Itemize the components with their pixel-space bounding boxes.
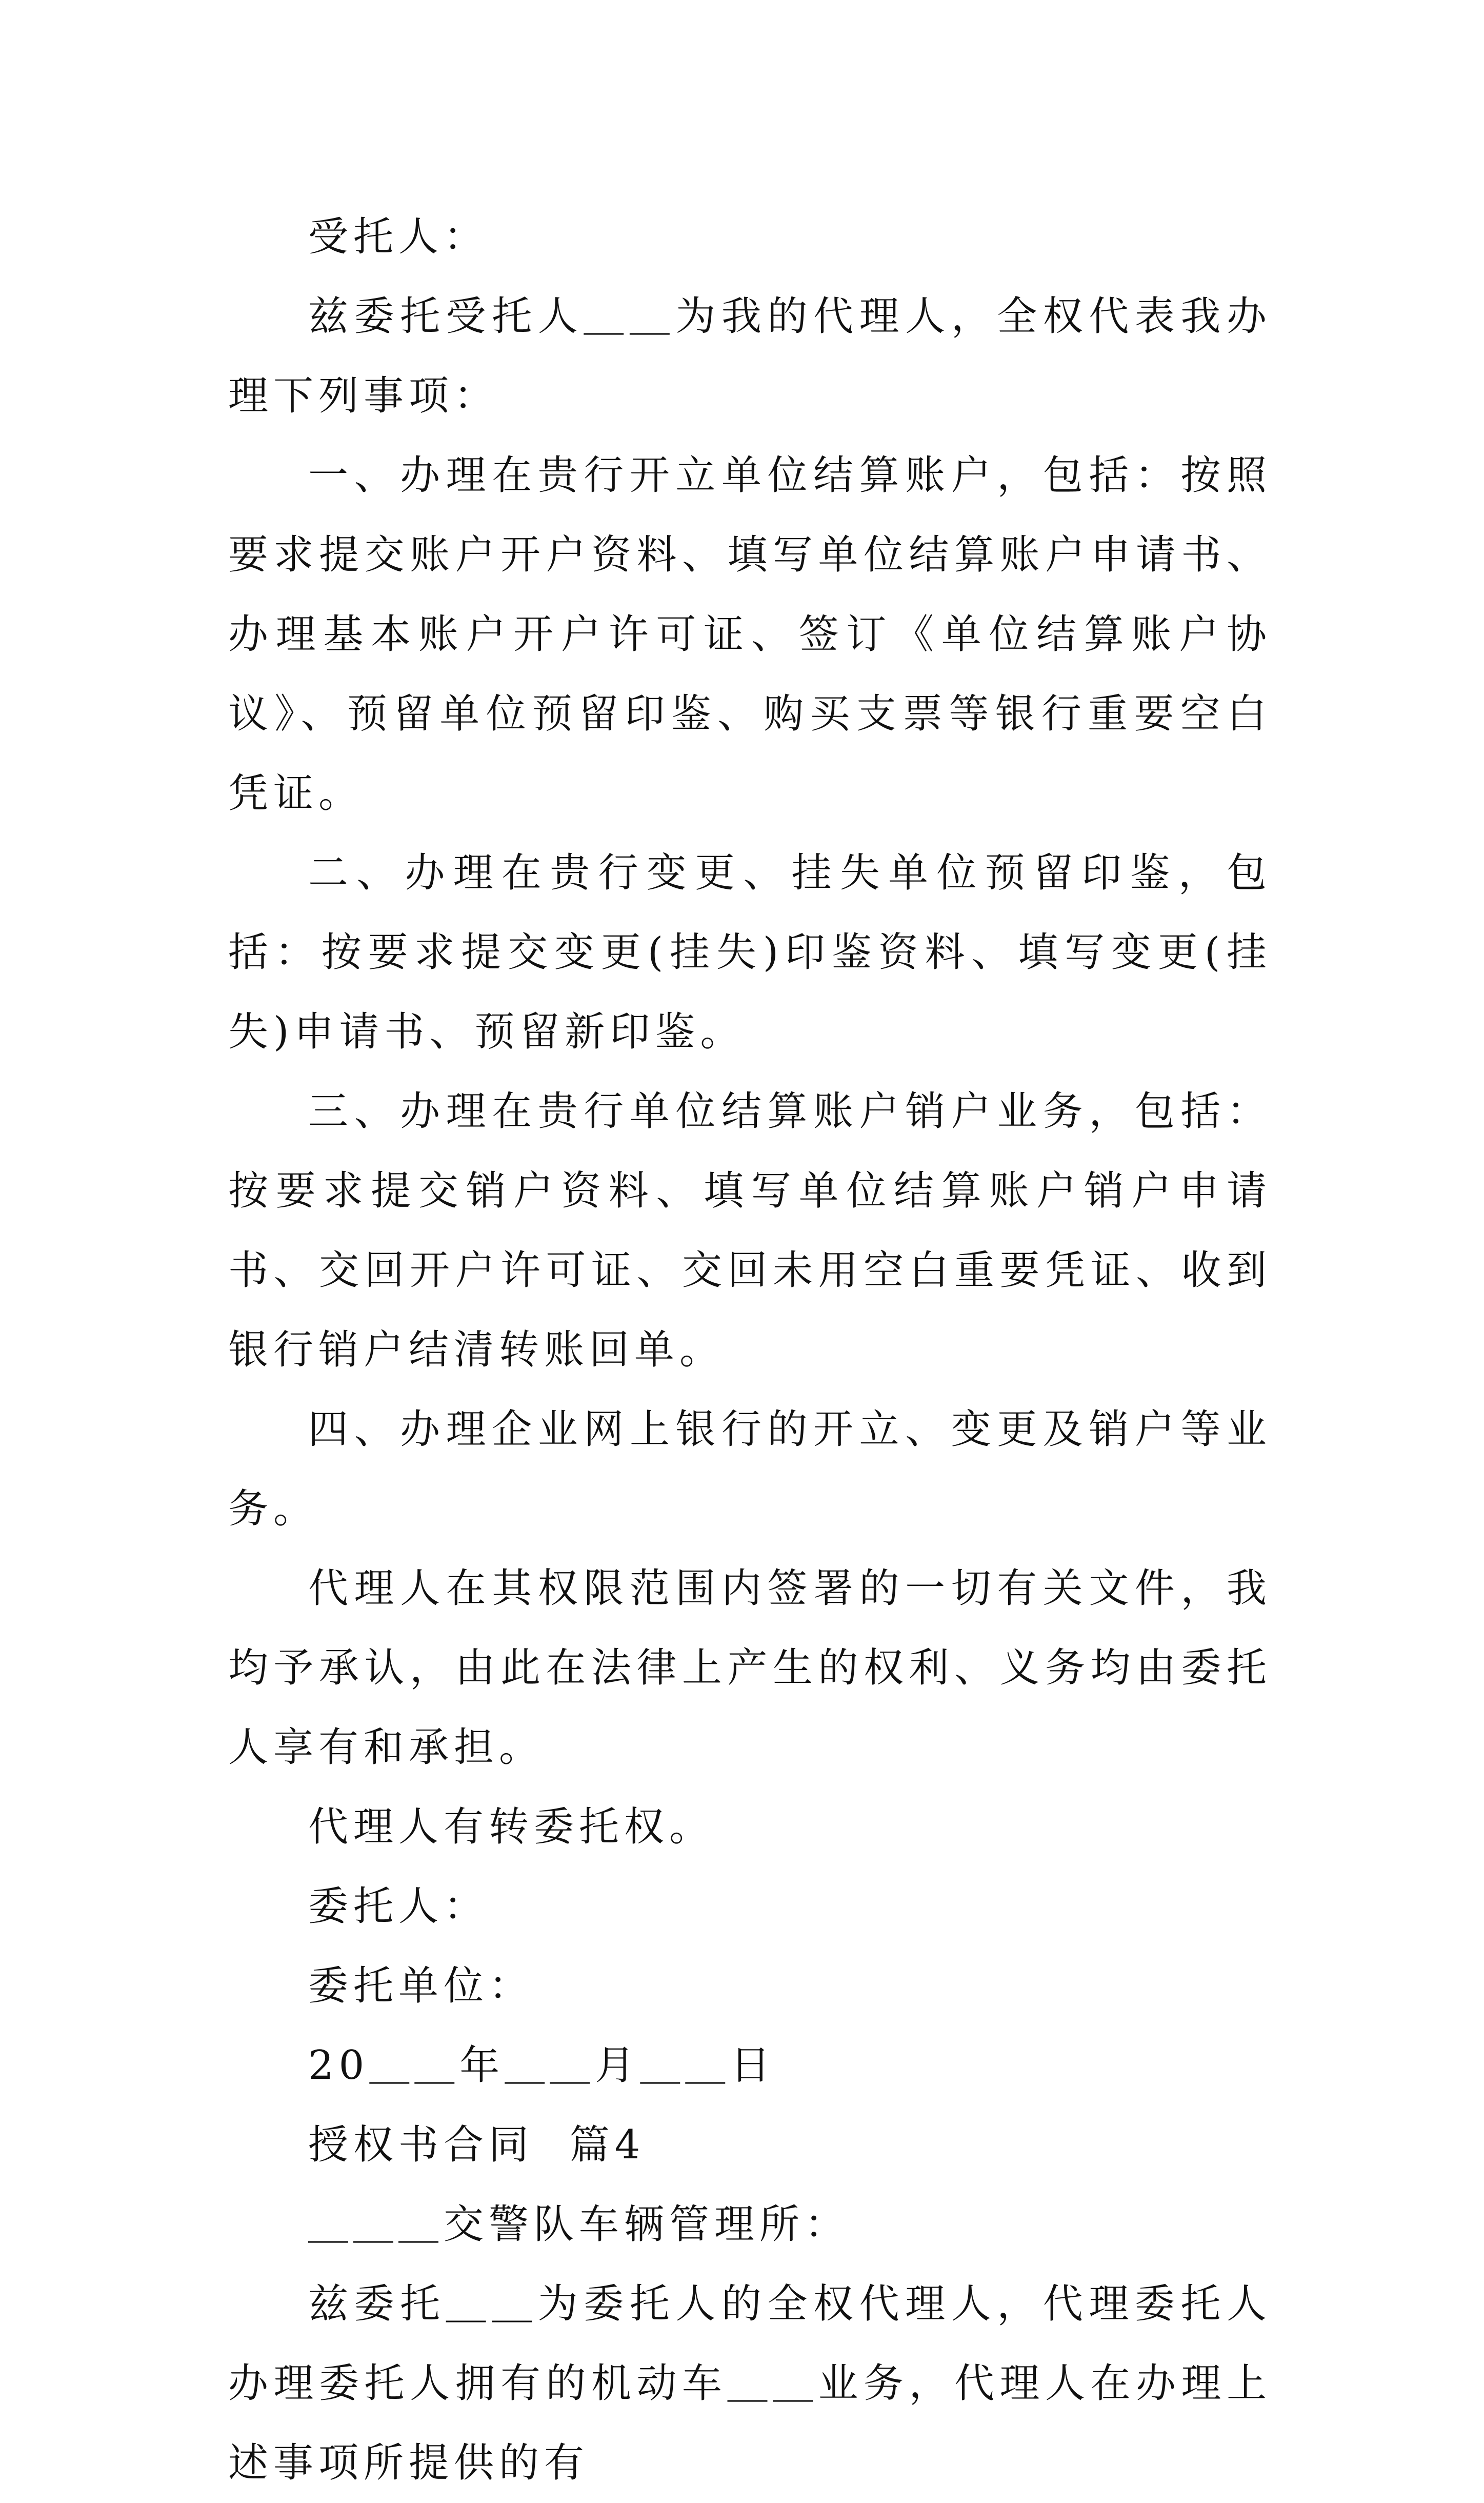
paragraph-sub-delegation: 代理人有转委托权。 — [308, 1804, 715, 1850]
paragraph-date-line: 20＿＿年＿＿月＿＿日 — [308, 2042, 776, 2089]
section-heading: 授权书合同 篇4 — [308, 2122, 646, 2168]
paragraph-vehicle-entrustment: 兹委托＿＿为委托人的全权代理人，代理委托人办理委托人拥有的机动车＿＿业务，代理人在办理上述事项所提供的有 — [228, 2281, 1272, 2486]
paragraph-entrustment-intro: 兹委托受托人＿＿为我的代理人，全权代表我办理下列事项： — [228, 293, 1272, 419]
paragraph-acknowledgement: 代理人在其权限范围内签署的一切有关文件，我均予承认，由此在法律上产生的权利、义务均由委托人享有和承担。 — [228, 1565, 1272, 1771]
paragraph-item-3: 三、办理在贵行单位结算账户销户业务，包括：按要求提交销户资料、填写单位结算账户销户申请书、交回开户许可证、交回未用空白重要凭证、收到银行销户结清转账回单。 — [228, 1088, 1272, 1373]
paragraph-item-1: 一、办理在贵行开立单位结算账户，包括：按照要求提交账户开户资料、填写单位结算账户申请书、办理基本账户开户许可证、签订《单位结算账户协议》、预留单位预留印鉴、购买支票等银行重要空白凭证。 — [228, 452, 1272, 817]
paragraph-addressee: ＿＿＿交警队车辆管理所： — [308, 2201, 850, 2248]
paragraph-item-2: 二、办理在贵行变更、挂失单位预留印鉴，包括：按要求提交变更(挂失)印鉴资料、填写变更(挂失)申请书、预留新印鉴。 — [228, 850, 1272, 1055]
paragraph-entrusting-unit-label: 委托单位： — [308, 1963, 534, 2009]
document-body — [228, 197, 1272, 2503]
paragraph-item-4: 四、办理企业网上银行的开立、变更及销户等业务。 — [228, 1406, 1272, 1532]
paragraph-principal-label: 委托人： — [308, 1883, 489, 1930]
paragraph-trustee-label: 受托人： — [308, 214, 489, 260]
